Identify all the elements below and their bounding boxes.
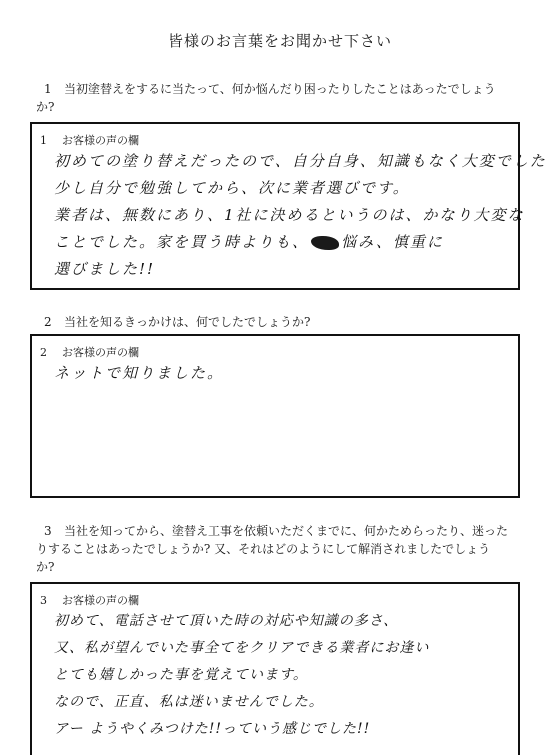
answer-3-line-1: 初めて、電話させて頂いた時の対応や知識の多さ、 — [54, 613, 399, 629]
answer-1-text — [54, 148, 547, 283]
answer-box-2-number: 2 — [40, 346, 47, 359]
question-1-number: 1 — [44, 82, 52, 96]
question-2-line-1: 2 当社を知るきっかけは、何でしたでしょうか? — [44, 315, 311, 329]
answer-box-3-label: 3 お客様の声の欄 — [40, 594, 139, 607]
answer-box-1 — [30, 122, 547, 290]
question-1 — [36, 80, 526, 116]
question-2 — [36, 313, 526, 331]
scribble-mark — [311, 236, 339, 250]
answer-3-line-4: なので、正直、私は迷いませんでした。 — [54, 694, 324, 710]
answer-box-3-number: 3 — [40, 594, 47, 607]
answer-3-line-2: 又、私が望んでいた事全てをクリアできる業者にお逢い — [54, 640, 430, 656]
answer-1-line-3: 業者は、無数にあり、1社に決めるというのは、かなり大変な — [54, 206, 525, 224]
question-1-line-2: か? — [36, 100, 55, 114]
answer-1-line-2: 少し自分で勉強してから、次に業者選びです。 — [54, 179, 410, 197]
answer-3-line-3: とても嬉しかった事を覚えています。 — [54, 667, 308, 683]
question-3-line-2: りすることはあったでしょうか? 又、それはどのようにして解消されましたでしょう — [36, 542, 491, 556]
answer-box-2 — [30, 334, 520, 498]
answer-1-line-1: 初めての塗り替えだったので、自分自身、知識もなく大変でした — [54, 152, 547, 170]
question-3-line-1: 3 当社を知ってから、塗替え工事を依頼いただくまでに、何かためらったり、迷った — [44, 524, 509, 538]
answer-2-text — [54, 360, 510, 387]
answer-box-1-number: 1 — [40, 134, 47, 147]
answer-box-2-label: 2 お客様の声の欄 — [40, 346, 139, 359]
answer-1-line-4: ことでした。家を買う時よりも、 悩み、慎重に — [54, 233, 444, 251]
answer-2-line-1: ネットで知りました。 — [54, 364, 225, 382]
question-2-number: 2 — [44, 315, 52, 329]
answer-1-line-5: 選びました!! — [54, 260, 156, 278]
question-3 — [36, 522, 526, 576]
question-3-line-3: か? — [36, 560, 55, 574]
question-3-number: 3 — [44, 524, 52, 538]
answer-box-3 — [30, 582, 520, 755]
page-title: 皆様のお言葉をお聞かせ下さい — [167, 32, 392, 50]
answer-3-line-5: アー ようやくみつけた!!っていう感じでした!! — [54, 721, 371, 737]
answer-box-1-label: 1 お客様の声の欄 — [40, 134, 139, 147]
question-1-line-1: 1 当初塗替えをするに当たって、何か悩んだり困ったりしたことはあったでしょう — [44, 82, 496, 96]
answer-3-text — [54, 608, 510, 743]
